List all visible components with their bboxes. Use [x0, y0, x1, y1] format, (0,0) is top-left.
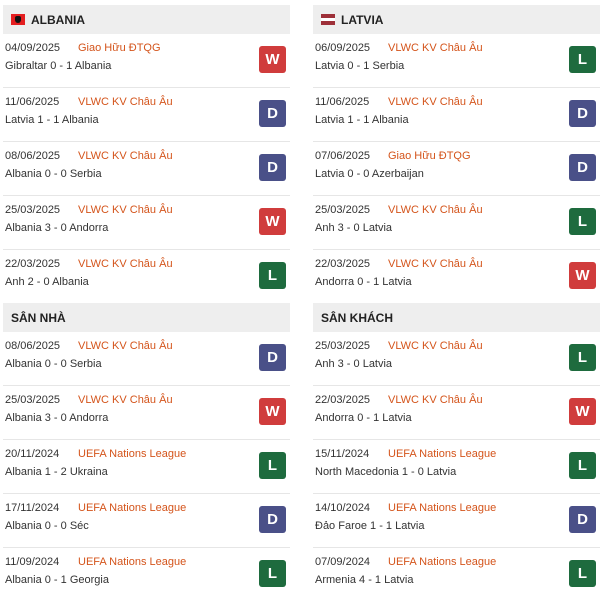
match-date: 22/03/2025 — [315, 394, 371, 406]
match-date: 08/06/2025 — [5, 340, 61, 352]
match-date: 22/03/2025 — [5, 258, 61, 270]
match-date: 07/09/2024 — [315, 556, 371, 568]
match-competition[interactable]: UEFA Nations League — [388, 556, 497, 568]
match-date: 04/09/2025 — [5, 42, 61, 54]
match-row[interactable] — [313, 386, 600, 440]
match-date: 17/11/2024 — [5, 502, 60, 514]
match-competition[interactable]: VLWC KV Châu Âu — [388, 42, 483, 54]
match-row[interactable] — [3, 34, 290, 88]
match-score: Albania 3 - 0 Andorra — [5, 222, 109, 234]
match-score: Albania 0 - 0 Serbia — [5, 358, 102, 370]
latvia-header — [313, 5, 600, 34]
match-score: Anh 2 - 0 Albania — [5, 276, 89, 288]
match-competition[interactable]: VLWC KV Châu Âu — [388, 394, 483, 406]
match-row[interactable] — [313, 332, 600, 386]
match-row[interactable] — [313, 250, 600, 304]
albania-match-list — [3, 34, 290, 304]
match-date: 15/11/2024 — [315, 448, 370, 460]
match-competition[interactable]: VLWC KV Châu Âu — [388, 258, 483, 270]
match-date: 20/11/2024 — [5, 448, 60, 460]
match-date: 25/03/2025 — [315, 204, 371, 216]
match-row[interactable] — [313, 440, 600, 494]
match-score: Albania 1 - 2 Ukraina — [5, 466, 108, 478]
result-badge: L — [259, 262, 286, 289]
match-competition[interactable]: VLWC KV Châu Âu — [78, 394, 173, 406]
match-competition[interactable]: VLWC KV Châu Âu — [388, 340, 483, 352]
home-title: SÂN NHÀ — [11, 310, 66, 325]
match-competition[interactable]: UEFA Nations League — [388, 448, 497, 460]
result-badge: L — [569, 560, 596, 587]
result-badge: D — [259, 100, 286, 127]
match-score: Armenia 4 - 1 Latvia — [315, 574, 414, 586]
match-competition[interactable]: VLWC KV Châu Âu — [78, 150, 173, 162]
home-panel — [3, 303, 290, 602]
result-badge: W — [259, 398, 286, 425]
away-panel — [313, 303, 600, 602]
match-score: Latvia 1 - 1 Albania — [315, 114, 409, 126]
latvia-title: LATVIA — [341, 12, 384, 27]
albania-header — [3, 5, 290, 34]
match-date: 25/03/2025 — [5, 204, 61, 216]
match-score: Albania 0 - 1 Georgia — [5, 574, 109, 586]
result-badge: D — [259, 506, 286, 533]
match-score: North Macedonia 1 - 0 Latvia — [315, 466, 457, 478]
match-date: 08/06/2025 — [5, 150, 61, 162]
match-competition[interactable]: Giao Hữu ĐTQG — [78, 42, 161, 54]
result-badge: D — [569, 154, 596, 181]
match-date: 25/03/2025 — [5, 394, 61, 406]
latvia-match-list — [313, 34, 600, 304]
match-date: 25/03/2025 — [315, 340, 371, 352]
match-competition[interactable]: VLWC KV Châu Âu — [388, 96, 483, 108]
match-row[interactable] — [3, 386, 290, 440]
match-score: Andorra 0 - 1 Latvia — [315, 276, 412, 288]
result-badge: L — [569, 208, 596, 235]
match-competition[interactable]: VLWC KV Châu Âu — [78, 204, 173, 216]
match-row[interactable] — [3, 88, 290, 142]
match-score: Đảo Faroe 1 - 1 Latvia — [315, 520, 425, 532]
result-badge: D — [569, 100, 596, 127]
match-date: 07/06/2025 — [315, 150, 371, 162]
latvia-flag-icon — [321, 14, 335, 25]
home-header — [3, 303, 290, 332]
match-score: Gibraltar 0 - 1 Albania — [5, 60, 112, 72]
match-date: 11/06/2025 — [315, 96, 370, 108]
result-badge: W — [569, 262, 596, 289]
match-row[interactable] — [313, 494, 600, 548]
match-row[interactable] — [3, 440, 290, 494]
match-competition[interactable]: UEFA Nations League — [388, 502, 497, 514]
away-header — [313, 303, 600, 332]
match-date: 06/09/2025 — [315, 42, 371, 54]
match-competition[interactable]: Giao Hữu ĐTQG — [388, 150, 471, 162]
result-badge: W — [259, 208, 286, 235]
result-badge: L — [259, 452, 286, 479]
match-row[interactable] — [3, 196, 290, 250]
match-row[interactable] — [313, 548, 600, 602]
match-score: Latvia 0 - 1 Serbia — [315, 60, 405, 72]
match-score: Andorra 0 - 1 Latvia — [315, 412, 412, 424]
match-score: Latvia 0 - 0 Azerbaijan — [315, 168, 424, 180]
match-score: Anh 3 - 0 Latvia — [315, 222, 393, 234]
match-row[interactable] — [3, 332, 290, 386]
match-date: 14/10/2024 — [315, 502, 371, 514]
result-badge: D — [259, 344, 286, 371]
match-row[interactable] — [3, 250, 290, 304]
albania-flag-icon — [11, 14, 25, 25]
match-date: 22/03/2025 — [315, 258, 371, 270]
result-badge: W — [569, 398, 596, 425]
match-row[interactable] — [3, 142, 290, 196]
match-competition[interactable]: VLWC KV Châu Âu — [78, 340, 173, 352]
match-score: Latvia 1 - 1 Albania — [5, 114, 99, 126]
match-competition[interactable]: VLWC KV Châu Âu — [78, 258, 173, 270]
match-row[interactable] — [3, 548, 290, 602]
match-competition[interactable]: VLWC KV Châu Âu — [78, 96, 173, 108]
home-match-list — [3, 332, 290, 602]
match-row[interactable] — [3, 494, 290, 548]
match-score: Albania 3 - 0 Andorra — [5, 412, 109, 424]
albania-title: ALBANIA — [31, 12, 85, 27]
match-competition[interactable]: UEFA Nations League — [78, 448, 187, 460]
match-row[interactable] — [313, 142, 600, 196]
match-competition[interactable]: UEFA Nations League — [78, 556, 187, 568]
result-badge: W — [259, 46, 286, 73]
match-date: 11/09/2024 — [5, 556, 60, 568]
match-score: Anh 3 - 0 Latvia — [315, 358, 393, 370]
match-score: Albania 0 - 0 Séc — [5, 520, 89, 532]
match-date: 11/06/2025 — [5, 96, 60, 108]
result-badge: D — [569, 506, 596, 533]
match-row[interactable] — [313, 34, 600, 88]
match-row[interactable] — [313, 196, 600, 250]
away-title: SÂN KHÁCH — [321, 310, 393, 325]
match-score: Albania 0 - 0 Serbia — [5, 168, 102, 180]
match-competition[interactable]: VLWC KV Châu Âu — [388, 204, 483, 216]
result-badge: L — [569, 452, 596, 479]
result-badge: L — [569, 344, 596, 371]
away-match-list — [313, 332, 600, 602]
match-row[interactable] — [313, 88, 600, 142]
latvia-recent-panel — [313, 5, 600, 304]
result-badge: L — [259, 560, 286, 587]
albania-recent-panel — [3, 5, 290, 304]
result-badge: D — [259, 154, 286, 181]
result-badge: L — [569, 46, 596, 73]
match-competition[interactable]: UEFA Nations League — [78, 502, 187, 514]
